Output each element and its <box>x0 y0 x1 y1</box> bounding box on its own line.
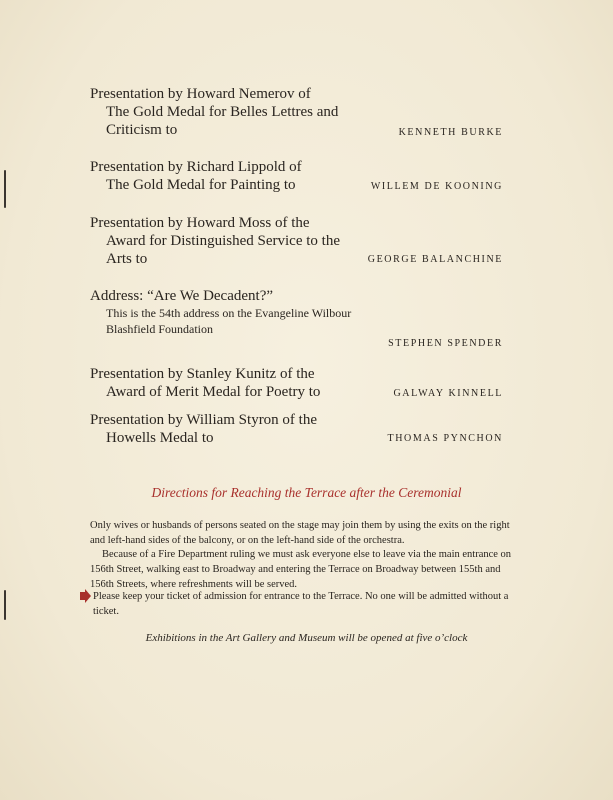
directions-title: Directions for Reaching the Terrace after the Ceremonial <box>151 485 462 500</box>
directions-paragraph: Please keep your ticket of admission for entrance to the Terrace. No one will be admitted without a ticket. <box>93 591 509 617</box>
recipient-name: WILLEM DE KOONING <box>370 181 503 192</box>
item-line: Criticism to <box>106 122 178 138</box>
recipient-name: STEPHEN SPENDER <box>388 338 503 349</box>
item-line: Award for Distinguished Service to the <box>106 233 340 249</box>
item-line: Award of Merit Medal for Poetry to <box>106 384 321 400</box>
recipient-name: GEORGE BALANCHINE <box>367 254 503 265</box>
item-note: Blashfield Foundation <box>106 322 213 336</box>
recipient-name: KENNETH BURKE <box>398 127 503 138</box>
item-heading: Presentation by Stanley Kunitz of the <box>90 366 315 382</box>
item-line: Arts to <box>106 251 148 267</box>
item-heading: Address: “Are We Decadent?” <box>90 288 274 304</box>
item-heading: Presentation by Howard Moss of the <box>90 215 310 231</box>
item-line: The Gold Medal for Painting to <box>106 177 296 193</box>
directions-paragraph: Because of a Fire Department ruling we must ask everyone else to leave via the main entrance on 156th Street, walking east to Broadway and entering the Terrace on Broadway between 155th and 156th Streets, where refreshments will be served. <box>90 549 512 590</box>
directions-paragraph: Only wives or husbands of persons seated on the stage may join them by using the exits on the right and left-hand sides of the balcony, or on the left-hand side of the orchestra. <box>90 520 510 546</box>
item-heading: Presentation by William Styron of the <box>90 412 318 428</box>
program-item <box>90 287 530 337</box>
binding-mark <box>4 590 6 620</box>
item-line: The Gold Medal for Belles Lettres and <box>106 104 339 120</box>
item-heading: Presentation by Richard Lippold of <box>90 159 302 175</box>
pointing-hand-icon <box>79 589 91 603</box>
binding-mark <box>4 170 6 208</box>
exhibitions-note: Exhibitions in the Art Gallery and Museum will be opened at five o’clock <box>145 632 468 644</box>
item-note: This is the 54th address on the Evangeline Wilbour <box>106 306 352 320</box>
recipient-name: GALWAY KINNELL <box>393 388 503 399</box>
recipient-name: THOMAS PYNCHON <box>387 433 503 444</box>
item-heading: Presentation by Howard Nemerov of <box>90 86 311 102</box>
item-line: Howells Medal to <box>106 430 214 446</box>
